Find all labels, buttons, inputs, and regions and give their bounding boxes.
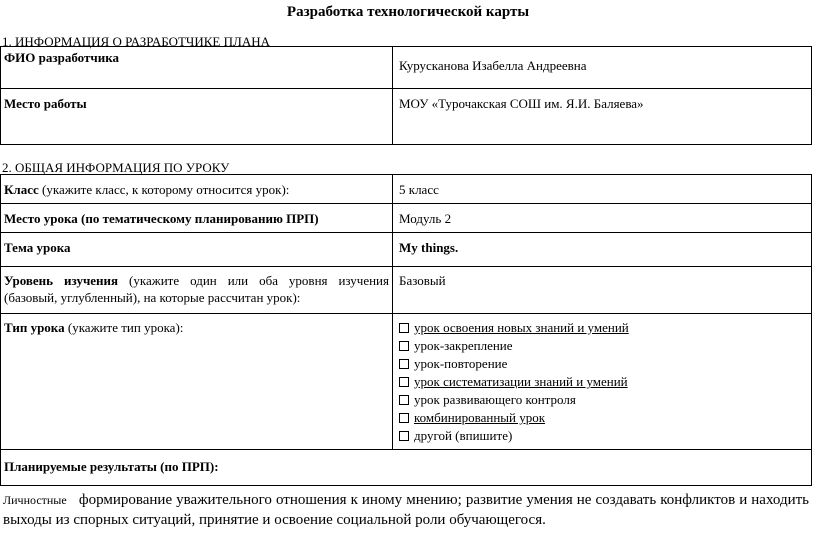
lesson-type-option[interactable]: комбинированный урок bbox=[399, 409, 808, 427]
checkbox-icon[interactable] bbox=[399, 377, 409, 387]
lesson-type-option[interactable]: урок-повторение bbox=[399, 355, 808, 373]
personal-results bbox=[0, 490, 812, 530]
lesson-topic-value: My things. bbox=[399, 240, 459, 255]
personal-results-label: Личностные bbox=[3, 493, 67, 507]
lesson-type-option[interactable]: урок освоения новых знаний и умений bbox=[399, 319, 808, 337]
checkbox-icon[interactable] bbox=[399, 359, 409, 369]
lesson-info-table bbox=[0, 174, 812, 486]
table-row bbox=[1, 233, 812, 267]
class-value: 5 класс bbox=[393, 175, 812, 204]
study-level-label: Уровень изучения (укажите один или оба уровня изучения (базовый, углубленный), на которые рассчитан урок): bbox=[1, 267, 393, 314]
workplace-label: Место работы bbox=[4, 96, 87, 111]
table-row bbox=[1, 175, 812, 204]
lesson-place-label: Место урока (по тематическому планированию ПРП) bbox=[4, 211, 319, 226]
checkbox-icon[interactable] bbox=[399, 341, 409, 351]
workplace-value: МОУ «Турочакская СОШ им. Я.И. Баляева» bbox=[393, 89, 812, 145]
table-row bbox=[1, 267, 812, 314]
class-label: Класс (укажите класс, к которому относится урок): bbox=[1, 175, 393, 204]
developer-name-label: ФИО разработчика bbox=[4, 50, 119, 65]
checkbox-icon[interactable] bbox=[399, 431, 409, 441]
lesson-type-option[interactable]: другой (впишите) bbox=[399, 427, 808, 445]
lesson-type-option[interactable]: урок-закрепление bbox=[399, 337, 808, 355]
study-level-value: Базовый bbox=[393, 267, 812, 314]
lesson-type-options bbox=[393, 314, 812, 450]
checkbox-icon[interactable] bbox=[399, 413, 409, 423]
developer-name-value: Курусканова Изабелла Андреевна bbox=[393, 47, 812, 89]
table-row bbox=[1, 314, 812, 450]
table-row bbox=[1, 89, 812, 145]
lesson-topic-label: Тема урока bbox=[4, 240, 71, 255]
lesson-type-option[interactable]: урок развивающего контроля bbox=[399, 391, 808, 409]
checkbox-icon[interactable] bbox=[399, 395, 409, 405]
lesson-place-value: Модуль 2 bbox=[393, 204, 812, 233]
table-row bbox=[1, 204, 812, 233]
section-1-heading: 1. ИНФОРМАЦИЯ О РАЗРАБОТЧИКЕ ПЛАНА bbox=[2, 34, 270, 49]
lesson-type-option[interactable]: урок систематизации знаний и умений bbox=[399, 373, 808, 391]
developer-info-table bbox=[0, 46, 812, 145]
checkbox-icon[interactable] bbox=[399, 323, 409, 333]
page-title: Разработка технологической карты bbox=[286, 4, 530, 20]
section-2-heading: 2. ОБЩАЯ ИНФОРМАЦИЯ ПО УРОКУ bbox=[2, 160, 230, 175]
table-row bbox=[1, 450, 812, 486]
personal-results-text: формирование уважительного отношения к иному мнению; развитие умения не создавать конфликтов и находить выходы из спорных ситуаций, принятие и освоение социальной роли обучающегося. bbox=[3, 492, 809, 528]
planned-results-label: Планируемые результаты (по ПРП): bbox=[4, 459, 219, 474]
lesson-type-label: Тип урока (укажите тип урока): bbox=[1, 314, 393, 450]
table-row bbox=[1, 47, 812, 89]
